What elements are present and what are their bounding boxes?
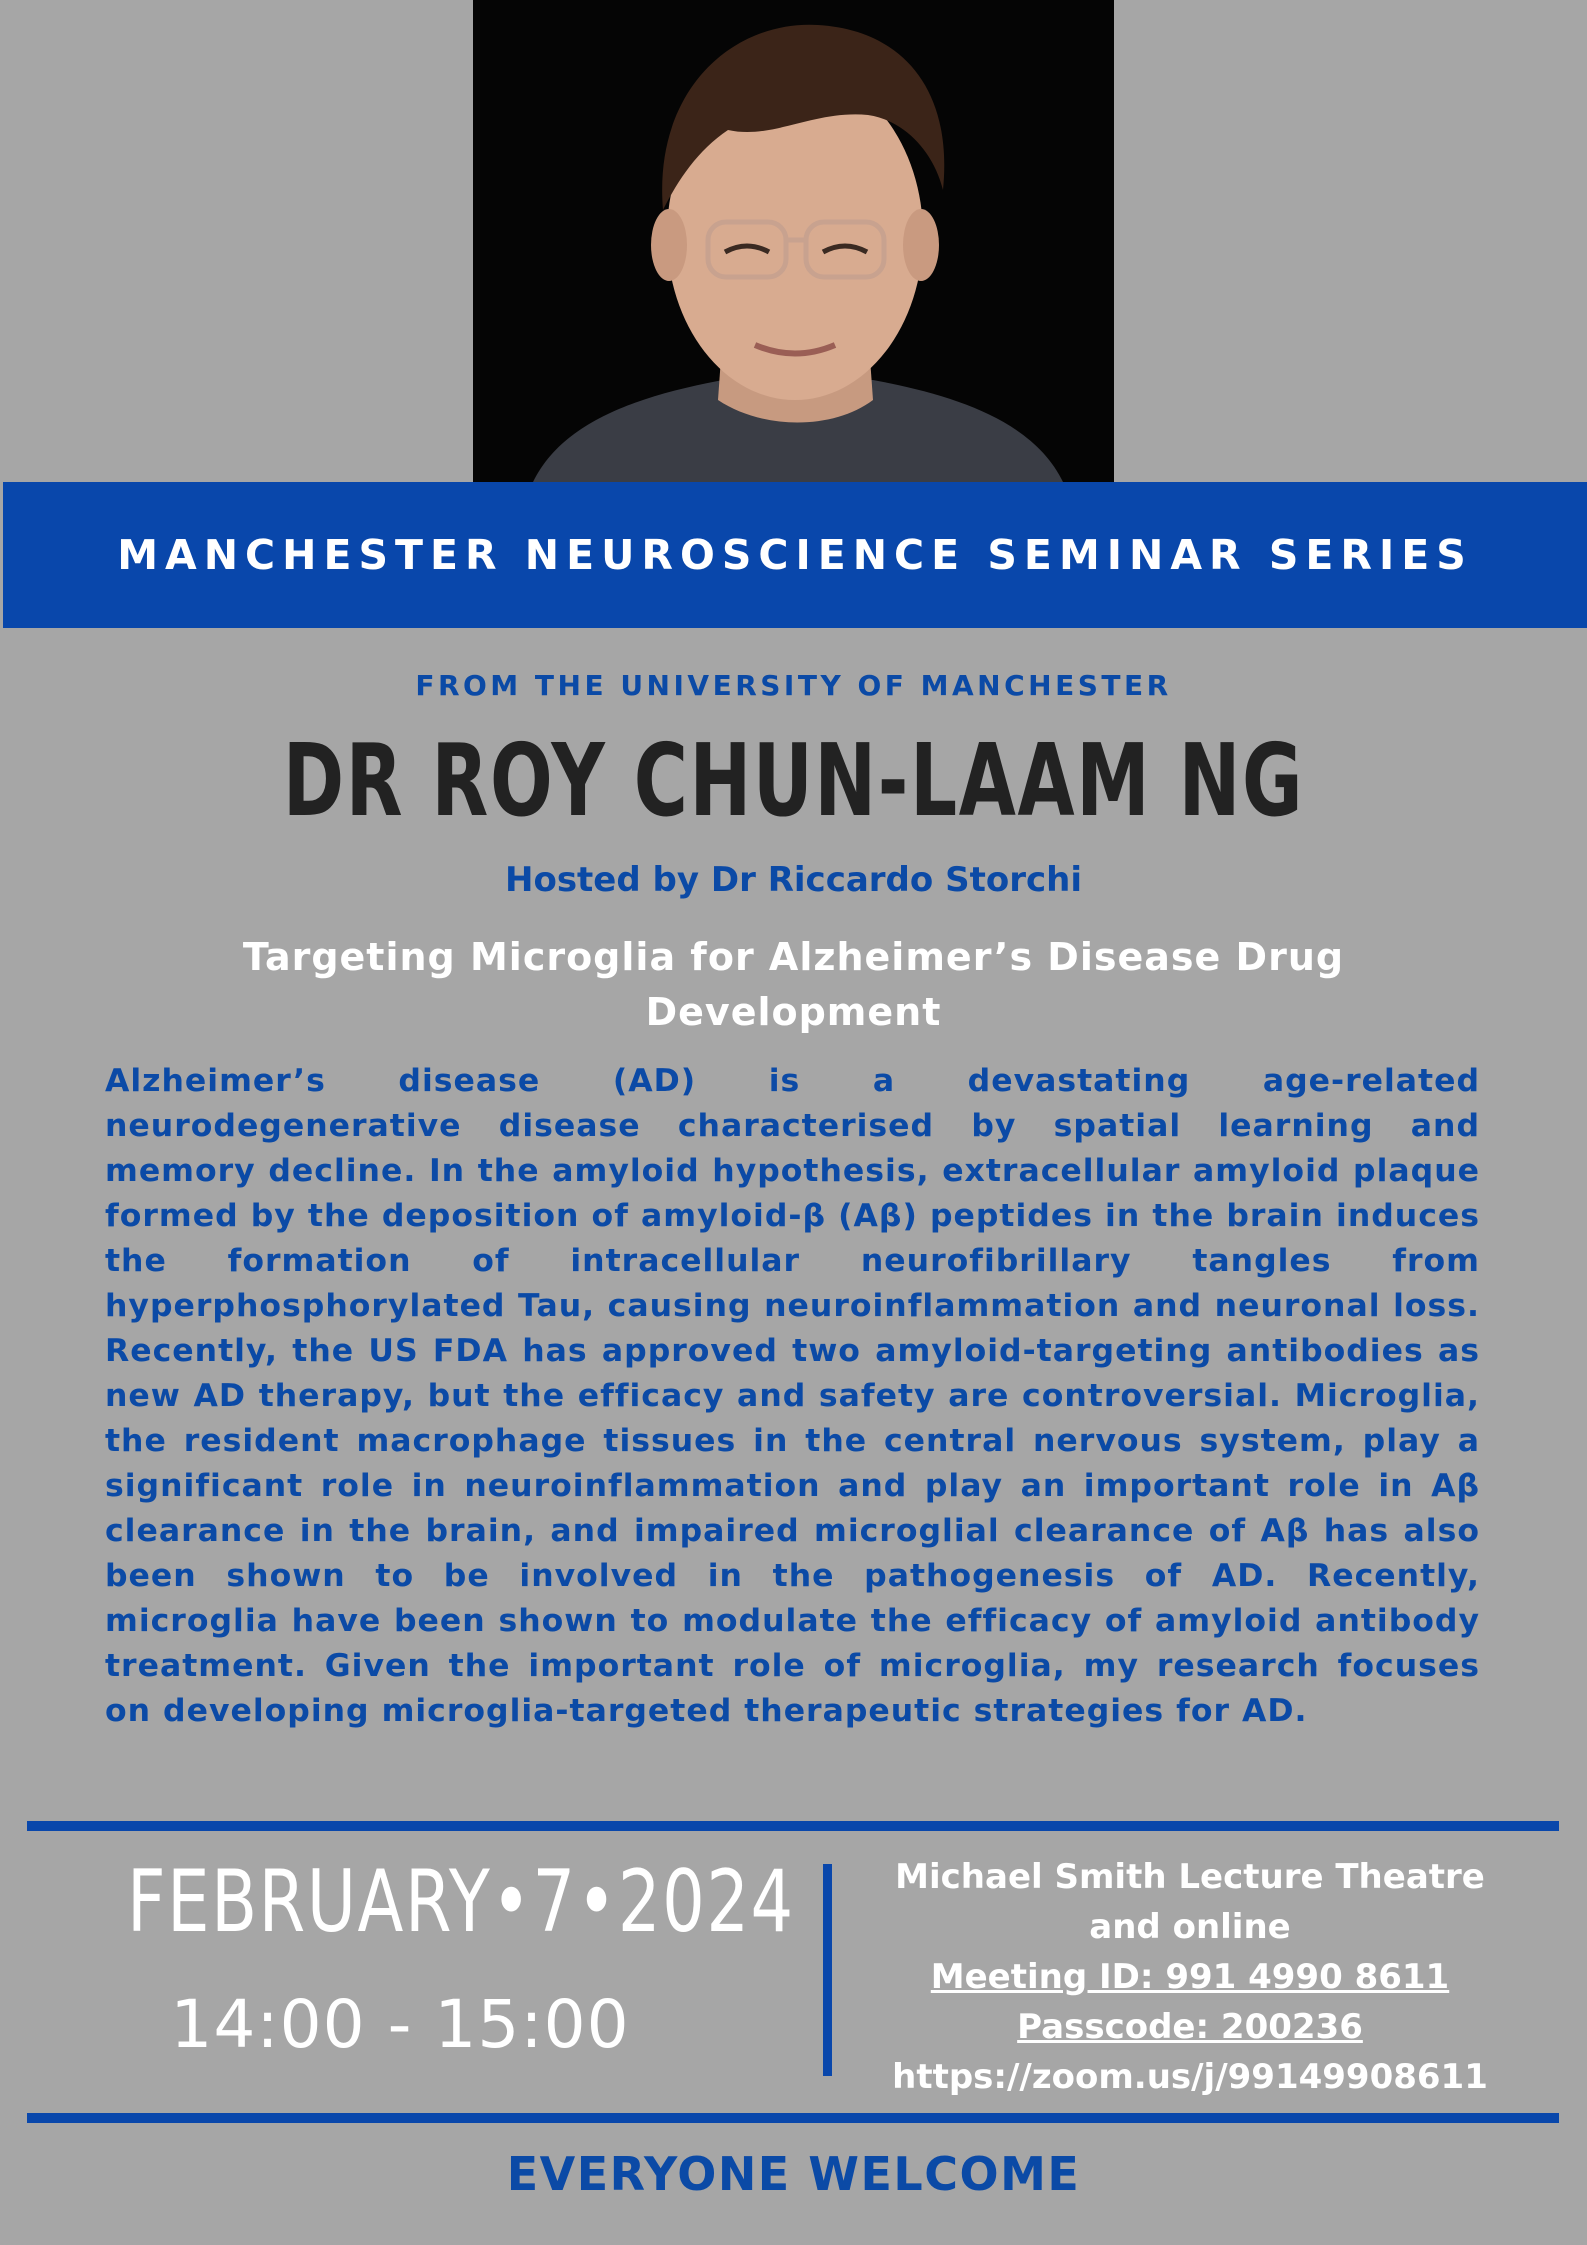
talk-title: Targeting Microglia for Alzheimer’s Disease Drug Development	[242, 935, 1345, 1034]
top-divider	[27, 1821, 1559, 1831]
venue-online: and online	[1089, 1907, 1291, 1947]
host-line: Hosted by Dr Riccardo Storchi	[505, 860, 1082, 900]
venue-name: Michael Smith Lecture Theatre	[895, 1857, 1485, 1897]
speaker-name: DR ROY CHUN-LAAM NG	[282, 722, 1305, 839]
bottom-divider	[27, 2113, 1559, 2123]
vertical-divider	[823, 1864, 832, 2076]
event-time: 14:00 - 15:00	[170, 1986, 630, 2063]
talk-abstract: Alzheimer’s disease (AD) is a devastating age-related neurodegenerative disease characterised by spatial learning and memory decline. In the amyloid hypothesis, extracellular amyloid plaque formed by the deposition of amyloid-β (Aβ) peptides in the brain induces the formation of intracellular neurofibrillary tangles from hyperphosphorylated Tau, causing neuroinflammation and neuronal loss. Recently, the US FDA has approved two amyloid-targeting antibodies as new AD therapy, but the efficacy and safety are controversial. Microglia, the resident macrophage tissues in the central nervous system, play a significant role in neuroinflammation and play an important role in Aβ clearance in the brain, and impaired microglial clearance of Aβ has also been shown to be involved in the pathogenesis of AD. Recently, microglia have been shown to modulate the efficacy of amyloid antibody treatment. Given the important role of microglia, my research focuses on developing microglia-targeted therapeutic strategies for AD.	[105, 1063, 1480, 1729]
event-date: FEBRUARY•7•2024	[127, 1852, 795, 1952]
series-title: MANCHESTER NEUROSCIENCE SEMINAR SERIES	[117, 531, 1473, 579]
speaker-affiliation: FROM THE UNIVERSITY OF MANCHESTER	[415, 669, 1172, 702]
speaker-photo	[473, 0, 1114, 482]
zoom-link[interactable]: https://zoom.us/j/99149908611	[892, 2057, 1488, 2097]
series-banner	[3, 482, 1587, 628]
meeting-id[interactable]: Meeting ID: 991 4990 8611	[930, 1957, 1450, 1997]
welcome-message: EVERYONE WELCOME	[506, 2147, 1081, 2201]
venue-block	[860, 1852, 1520, 2102]
meeting-passcode[interactable]: Passcode: 200236	[1017, 2007, 1363, 2047]
